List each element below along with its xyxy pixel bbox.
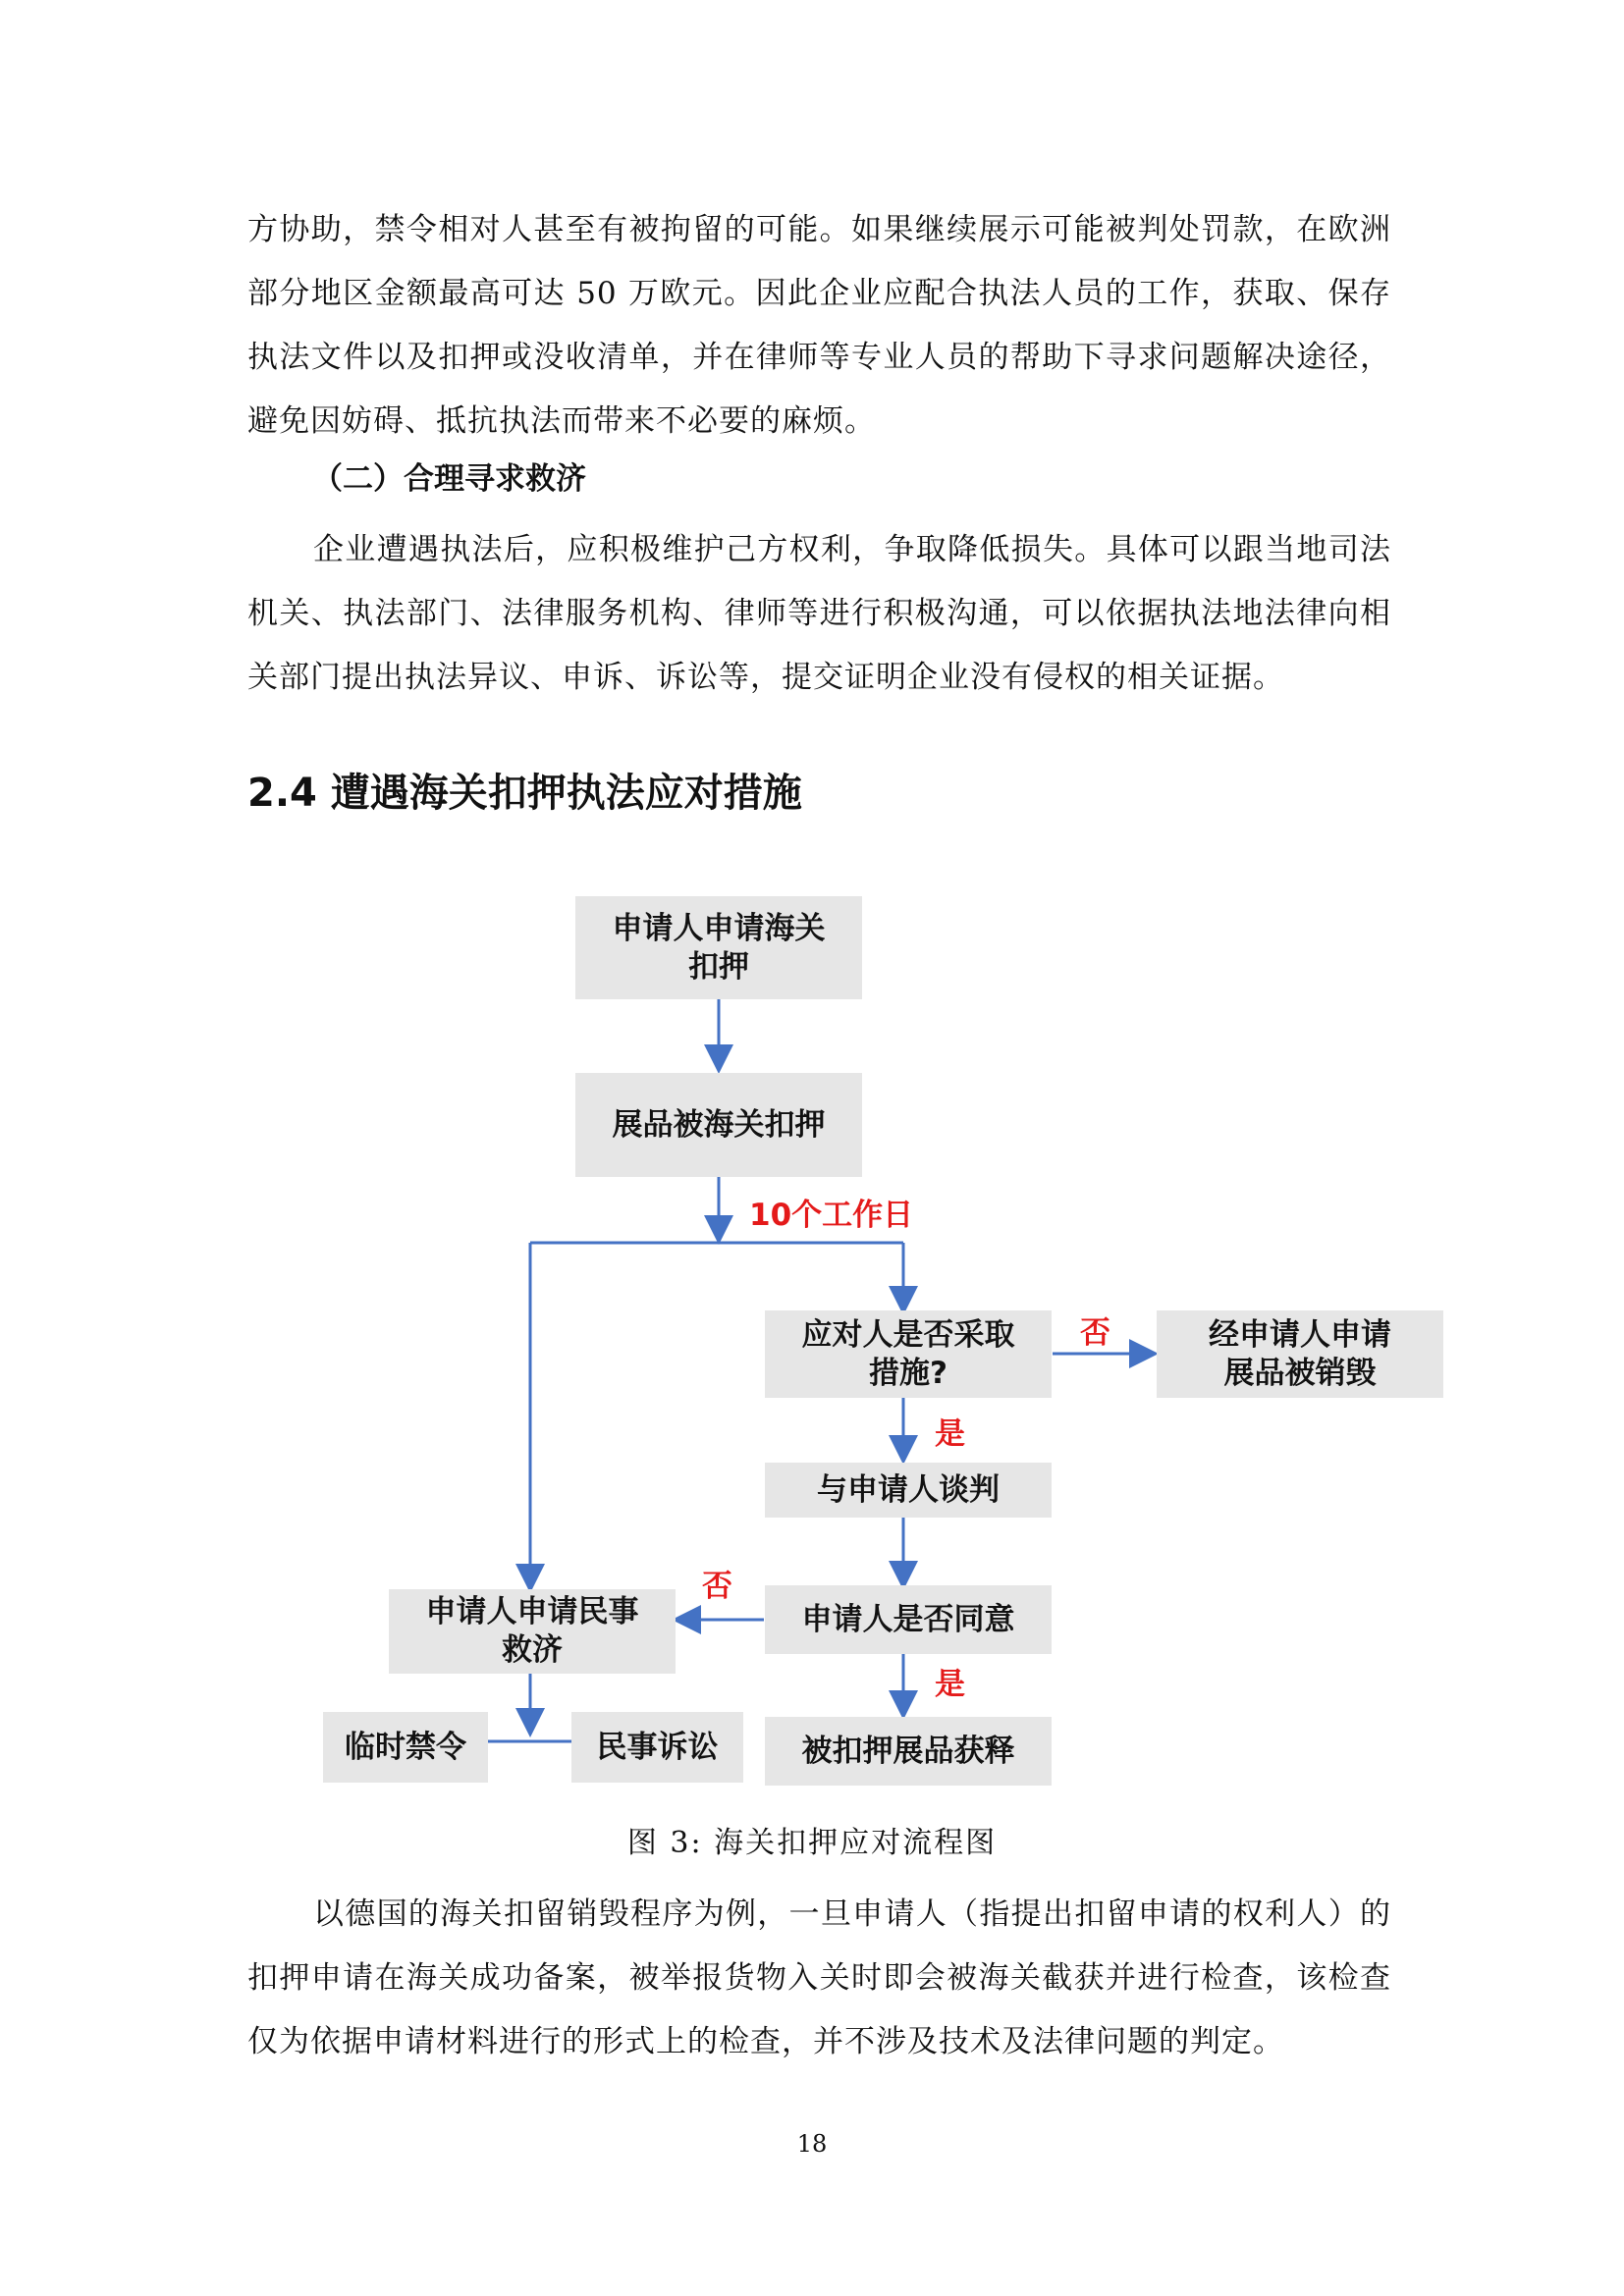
label-yes-1: 是 xyxy=(935,1416,965,1452)
label-no-1: 否 xyxy=(1080,1315,1110,1351)
box-civil-relief xyxy=(389,1589,676,1674)
box-apply-customs-line2: 扣押 xyxy=(688,948,749,985)
paragraph-1: 方协助，禁令相对人甚至有被拘留的可能。如果继续展示可能被判处罚款，在欧洲部分地区金额最高可达 50 万欧元。因此企业应配合执法人员的工作，获取、保存执法文件以及扣押或没收清单，并在律师等专业人员的帮助下寻求问题解决途径，避免因妨碍、抵抗执法而带来不必要的麻烦。 xyxy=(247,212,1391,439)
paragraph-3: 以德国的海关扣留销毁程序为例，一旦申请人（指提出扣留申请的权利人）的扣押申请在海关成功备案，被举报货物入关时即会被海关截获并进行检查，该检查仅为依据申请材料进行的形式上的检查，并不涉及技术及法律问题的判定。 xyxy=(247,1896,1391,2059)
box-apply-customs-line1: 申请人申请海关 xyxy=(612,910,826,946)
box-seized xyxy=(575,1073,862,1177)
box-civil-relief-line2: 救济 xyxy=(502,1632,563,1668)
box-injunction-label: 临时禁令 xyxy=(345,1729,466,1765)
box-applicant-agree xyxy=(765,1585,1052,1654)
label-yes-2: 是 xyxy=(935,1667,965,1702)
box-destroyed xyxy=(1157,1310,1443,1398)
box-destroyed-line1: 经申请人申请 xyxy=(1209,1316,1391,1353)
box-apply-customs xyxy=(575,896,862,999)
box-negotiate-label: 与申请人谈判 xyxy=(817,1471,1000,1508)
box-civil-relief-line1: 申请人申请民事 xyxy=(425,1594,639,1629)
box-litigation-label: 民事诉讼 xyxy=(596,1729,719,1765)
paragraph-2: 企业遭遇执法后，应积极维护己方权利，争取降低损失。具体可以跟当地司法机关、执法部门、法律服务机构、律师等进行积极沟通，可以依据执法地法律向相关部门提出执法异议、申诉、诉讼等，提交证明企业没有侵权的相关证据。 xyxy=(247,532,1391,695)
box-released-label: 被扣押展品获释 xyxy=(801,1733,1015,1769)
subheading-remedy: （二）合理寻求救济 xyxy=(312,461,586,497)
box-seized-label: 展品被海关扣押 xyxy=(612,1106,826,1143)
box-respondent-line2: 措施? xyxy=(869,1355,947,1391)
box-respondent-line1: 应对人是否采取 xyxy=(801,1316,1015,1353)
section-title: 2.4 遭遇海关扣押执法应对措施 xyxy=(247,771,802,816)
page-number: 18 xyxy=(796,2130,828,2158)
box-respondent-measures xyxy=(765,1310,1052,1398)
box-litigation xyxy=(571,1712,743,1783)
box-released xyxy=(765,1717,1052,1786)
box-destroyed-line2: 展品被销毁 xyxy=(1223,1355,1377,1391)
box-negotiate xyxy=(765,1463,1052,1518)
label-no-2: 否 xyxy=(702,1569,732,1604)
box-agree-label: 申请人是否同意 xyxy=(801,1601,1015,1637)
label-ten-working-days: 10个工作日 xyxy=(749,1198,914,1233)
box-injunction xyxy=(323,1712,488,1783)
figure-caption: 图 3: 海关扣押应对流程图 xyxy=(626,1826,998,1860)
